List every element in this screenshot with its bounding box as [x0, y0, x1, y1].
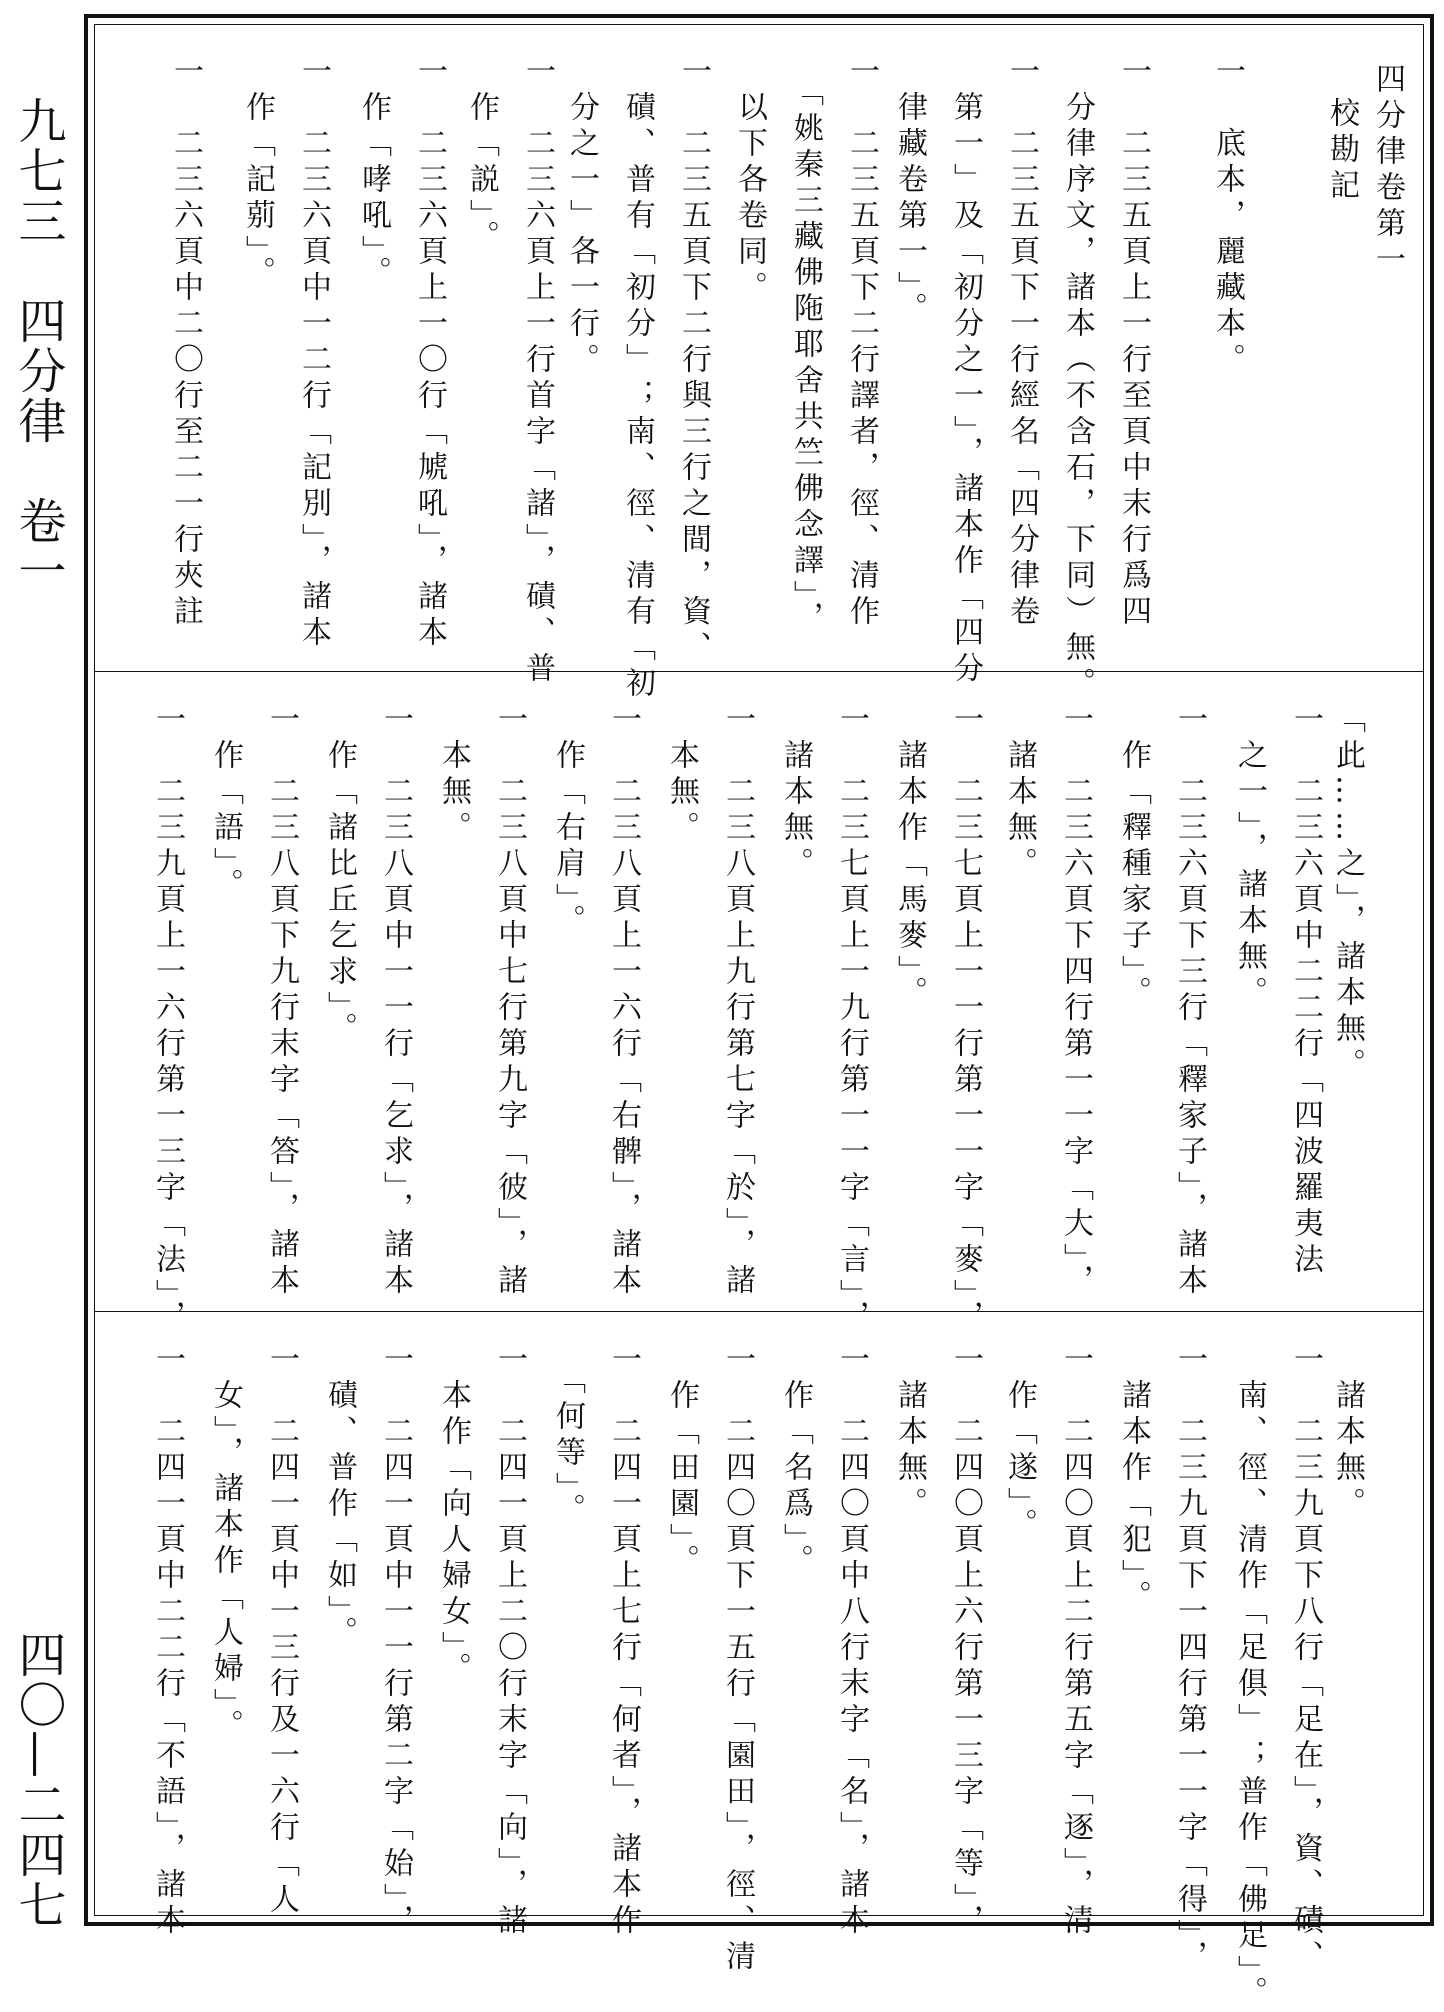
entry: 一 二三八頁下九行末字「答」，諸本 作「語」。: [208, 703, 299, 1300]
entry: 一 二三五頁下一行經名「四分律卷 第一」及「初分之一」，諸本作「四分 律藏卷第一」。: [892, 55, 1039, 688]
entry: 一 二三六頁中二〇行至二一行夾註: [168, 55, 203, 631]
entry: 一 二四〇頁下一五行「園田」，徑、清 作「田園」。: [664, 1343, 755, 1976]
entry: 一 二三七頁上一一行第一一字「麥」， 諸本作「馬麥」。: [892, 703, 983, 1336]
entry: 一 二三六頁上一行首字「諸」，磧、普 作「説」。: [464, 55, 555, 688]
entry: 諸本無。: [1330, 1343, 1365, 1523]
entry: 一 二三八頁中一一行「乞求」，諸本 作「諸比丘乞求」。: [322, 703, 413, 1300]
entry: 一 二四一頁中二二行「不語」，諸本: [150, 1343, 185, 1940]
entry: 一 二四一頁中一三行及一六行「人 女」，諸本作「人婦」。: [208, 1343, 299, 1919]
register-middle: [95, 673, 1423, 1336]
entry: 「此……之」，諸本無。: [1330, 703, 1365, 1084]
margin-page-number: 四〇—二四七: [10, 1630, 66, 1930]
entry: 一 二四〇頁上二行第五字「逐」，清 作「遂」。: [1002, 1343, 1093, 1940]
entry: 一 二三八頁中七行第九字「彼」，諸 本無。: [436, 703, 527, 1300]
entry: 一 二三七頁上一九行第一一字「言」， 諸本無。: [778, 703, 869, 1336]
entry: 一 二三八頁上一六行「右髀」，諸本 作「右肩」。: [550, 703, 641, 1300]
text-area: [94, 24, 1424, 2012]
entry: 一 二三六頁下三行「釋家子」，諸本 作「釋種家子」。: [1116, 703, 1207, 1300]
entry: 一 二四一頁中一一行第二字「始」， 磧、普作「如」。: [322, 1343, 413, 1940]
entry: 一 二四一頁上七行「何者」，諸本作 「何等」。: [550, 1343, 641, 1940]
entry: 一 二三八頁上九行第七字「於」，諸 本無。: [664, 703, 755, 1300]
entry: 一 二三六頁中二二行「四波羅夷法 之一」，諸本無。: [1232, 703, 1323, 1279]
register-top: [95, 25, 1423, 703]
entry: 一 二三五頁上一行至頁中末行爲四 分律序文，諸本（不含石，下同）無。: [1060, 55, 1151, 703]
entry: 一 二四〇頁上六行第一三字「等」， 諸本無。: [892, 1343, 983, 1940]
entry: 一 二三九頁下八行「足在」，資、磧、 南、徑、清作「足俱」；普作「佛足」。: [1232, 1343, 1323, 2012]
entry: 一 二四〇頁中八行末字「名」，諸本 作「名爲」。: [778, 1343, 869, 1940]
document-title: 四分律卷第一: [1370, 63, 1405, 279]
entry: 一 二三六頁下四行第一一字「大」， 諸本無。: [1002, 703, 1093, 1300]
entry: 一 二三九頁下一四行第一一字「得」， 諸本作「犯」。: [1116, 1343, 1207, 1976]
page-margin: [0, 0, 82, 1936]
document-subtitle: 校勘記: [1324, 97, 1359, 205]
register-bottom: [95, 1313, 1423, 2012]
entry: 一 二三五頁下二行譯者，徑、清作 「姚秦三藏佛陁耶舍共竺佛念譯」， 以下各卷同。: [732, 55, 879, 637]
entry: 一 二三六頁中一二行「記別」，諸本 作「記莂」。: [240, 55, 331, 652]
margin-volume-label: 九七三 四分律 卷一: [10, 96, 66, 596]
entry: 一 底本，麗藏本。: [1210, 55, 1245, 379]
entry: 一 二四一頁上二〇行末字「向」，諸 本作「向人婦女」。: [436, 1343, 527, 1940]
entry: 一 二三五頁下二行與三行之間，資、 磧、普有「初分」；南、徑、清有「初 分之一」各一行。: [564, 55, 711, 703]
entry: 一 二三六頁上一〇行「虓吼」，諸本 作「哮吼」。: [356, 55, 447, 652]
entry: 一 二三九頁上一六行第一三字「法」，: [150, 703, 185, 1336]
page-frame: [84, 14, 1434, 2012]
